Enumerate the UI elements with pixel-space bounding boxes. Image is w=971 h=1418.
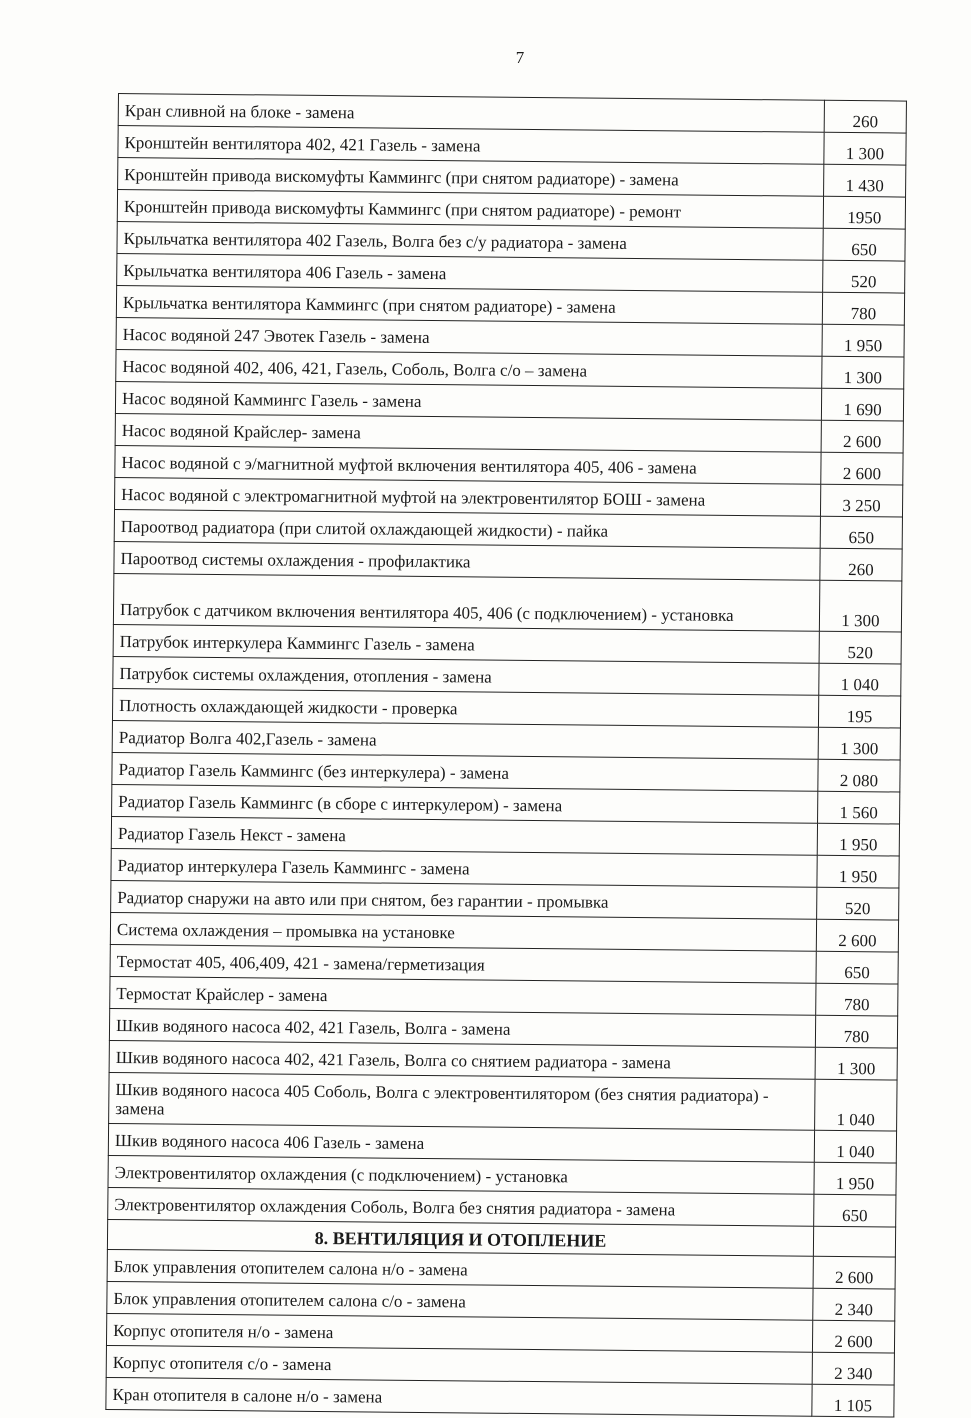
service-price: 1 950 (817, 823, 899, 856)
service-name: Термостат Крайслер - замена (110, 976, 816, 1015)
service-price: 2 600 (813, 1256, 895, 1289)
service-name: Насос водяной с электромагнитной муфтой на электровентилятор БОШ - замена (115, 477, 821, 516)
service-name: Радиатор интеркулера Газель Каммингс - замена (111, 848, 817, 887)
service-name: Корпус отопителя н/о - замена (106, 1313, 812, 1352)
service-name: Электровентилятор охлаждения (с подключением) - установка (108, 1155, 814, 1194)
service-price: 520 (817, 887, 899, 920)
service-price: 260 (820, 548, 902, 581)
service-name: Блок управления отопителем салона н/о - замена (107, 1249, 813, 1288)
service-name: Кронштейн вентилятора 402, 421 Газель - замена (118, 126, 824, 165)
service-price: 2 600 (816, 919, 898, 952)
service-name: Крыльчатка вентилятора 402 Газель, Волга без с/у радиатора - замена (117, 221, 823, 260)
service-price: 650 (816, 951, 898, 984)
service-name: Кран сливной на блоке - замена (118, 94, 824, 133)
service-price: 1 300 (819, 580, 901, 632)
service-price: 1 300 (824, 132, 906, 165)
service-price: 2 600 (821, 452, 903, 485)
service-price: 520 (823, 260, 905, 293)
service-price: 2 600 (812, 1320, 894, 1353)
service-name: Крыльчатка вентилятора 406 Газель - замена (117, 253, 823, 292)
service-name: Радиатор Газель Каммингс (в сборе с интеркулером) - замена (112, 784, 818, 823)
section-title: 8. ВЕНТИЛЯЦИЯ И ОТОПЛЕНИЕ (107, 1219, 813, 1256)
service-price: 260 (824, 100, 906, 133)
service-price: 1 560 (818, 791, 900, 824)
service-name: Кран отопителя в салоне н/о - замена (106, 1377, 812, 1416)
service-price: 780 (815, 1015, 897, 1048)
service-name: Пароотвод радиатора (при слитой охлаждающей жидкости) - пайка (114, 509, 820, 548)
service-price: 2 340 (813, 1288, 895, 1321)
service-price: 650 (823, 228, 905, 261)
service-name: Кронштейн привода вискомуфты Каммингс (при снятом радиаторе) - замена (118, 158, 824, 197)
service-price: 1 950 (822, 324, 904, 357)
service-price: 3 250 (820, 484, 902, 517)
service-price (813, 1226, 895, 1257)
service-price: 1950 (823, 196, 905, 229)
service-name: Плотность охлаждающей жидкости - проверка (112, 688, 818, 727)
service-price: 1 690 (821, 388, 903, 421)
service-name: Шкив водяного насоса 405 Соболь, Волга с электровентилятором (без снятия радиатора) - замена (109, 1072, 815, 1130)
service-name: Пароотвод системы охлаждения - профилактика (114, 541, 820, 580)
service-name: Система охлаждения – промывка на установке (110, 912, 816, 951)
service-name: Электровентилятор охлаждения Соболь, Волга без снятия радиатора - замена (108, 1187, 814, 1226)
service-price: 1 950 (814, 1162, 896, 1195)
service-price: 1 040 (815, 1079, 897, 1131)
service-name: Насос водяной Каммингс Газель - замена (115, 381, 821, 420)
service-name: Патрубок системы охлаждения, отопления - замена (113, 656, 819, 695)
service-price: 1 040 (819, 663, 901, 696)
service-name: Шкив водяного насоса 406 Газель - замена (108, 1123, 814, 1162)
service-name: Радиатор Газель Некст - замена (111, 816, 817, 855)
service-name: Кронштейн привода вискомуфты Каммингс (при снятом радиаторе) - ремонт (117, 190, 823, 229)
service-price: 1 300 (822, 356, 904, 389)
service-name: Крыльчатка вентилятора Каммингс (при снятом радиаторе) - замена (116, 285, 822, 324)
service-price: 2 340 (812, 1352, 894, 1385)
service-name: Насос водяной 402, 406, 421, Газель, Соболь, Волга с/о – замена (116, 349, 822, 388)
service-price: 2 080 (818, 759, 900, 792)
service-price: 1 300 (815, 1047, 897, 1080)
service-name: Блок управления отопителем салона с/о - замена (107, 1281, 813, 1320)
service-name: Шкив водяного насоса 402, 421 Газель, Волга со снятием радиатора - замена (109, 1040, 815, 1079)
service-name: Насос водяной 247 Эвотек Газель - замена (116, 317, 822, 356)
service-price: 780 (816, 983, 898, 1016)
service-price: 1 430 (824, 164, 906, 197)
service-name: Насос водяной с э/магнитной муфтой включения вентилятора 405, 406 - замена (115, 445, 821, 484)
service-name: Насос водяной Крайслер- замена (115, 413, 821, 452)
price-list (105, 93, 906, 1418)
service-price: 520 (819, 631, 901, 664)
service-name: Радиатор снаружи на авто или при снятом, без гарантии - промывка (111, 880, 817, 919)
service-price: 650 (820, 516, 902, 549)
service-price: 650 (814, 1194, 896, 1227)
service-name: Термостат 405, 406,409, 421 - замена/герметизация (110, 944, 816, 983)
page-number: 7 (515, 48, 525, 67)
service-price: 1 300 (818, 727, 900, 760)
service-name: Радиатор Волга 402,Газель - замена (112, 720, 818, 759)
table-row (109, 1072, 897, 1131)
service-price: 780 (822, 292, 904, 325)
service-price: 1 040 (814, 1130, 896, 1163)
service-price: 195 (818, 695, 900, 728)
service-price: 1 950 (817, 855, 899, 888)
price-table (105, 93, 907, 1418)
service-name: Патрубок с датчиком включения вентилятора 405, 406 (с подключением) - установка (113, 573, 819, 631)
service-name: Корпус отопителя с/о - замена (106, 1345, 812, 1384)
service-name: Патрубок интеркулера Каммингс Газель - замена (113, 624, 819, 663)
service-price: 1 105 (812, 1384, 894, 1417)
table-row (106, 1377, 894, 1417)
service-name: Шкив водяного насоса 402, 421 Газель, Волга - замена (109, 1008, 815, 1047)
service-name: Радиатор Газель Каммингс (без интеркулера) - замена (112, 752, 818, 791)
table-row (113, 573, 901, 632)
service-price: 2 600 (821, 420, 903, 453)
